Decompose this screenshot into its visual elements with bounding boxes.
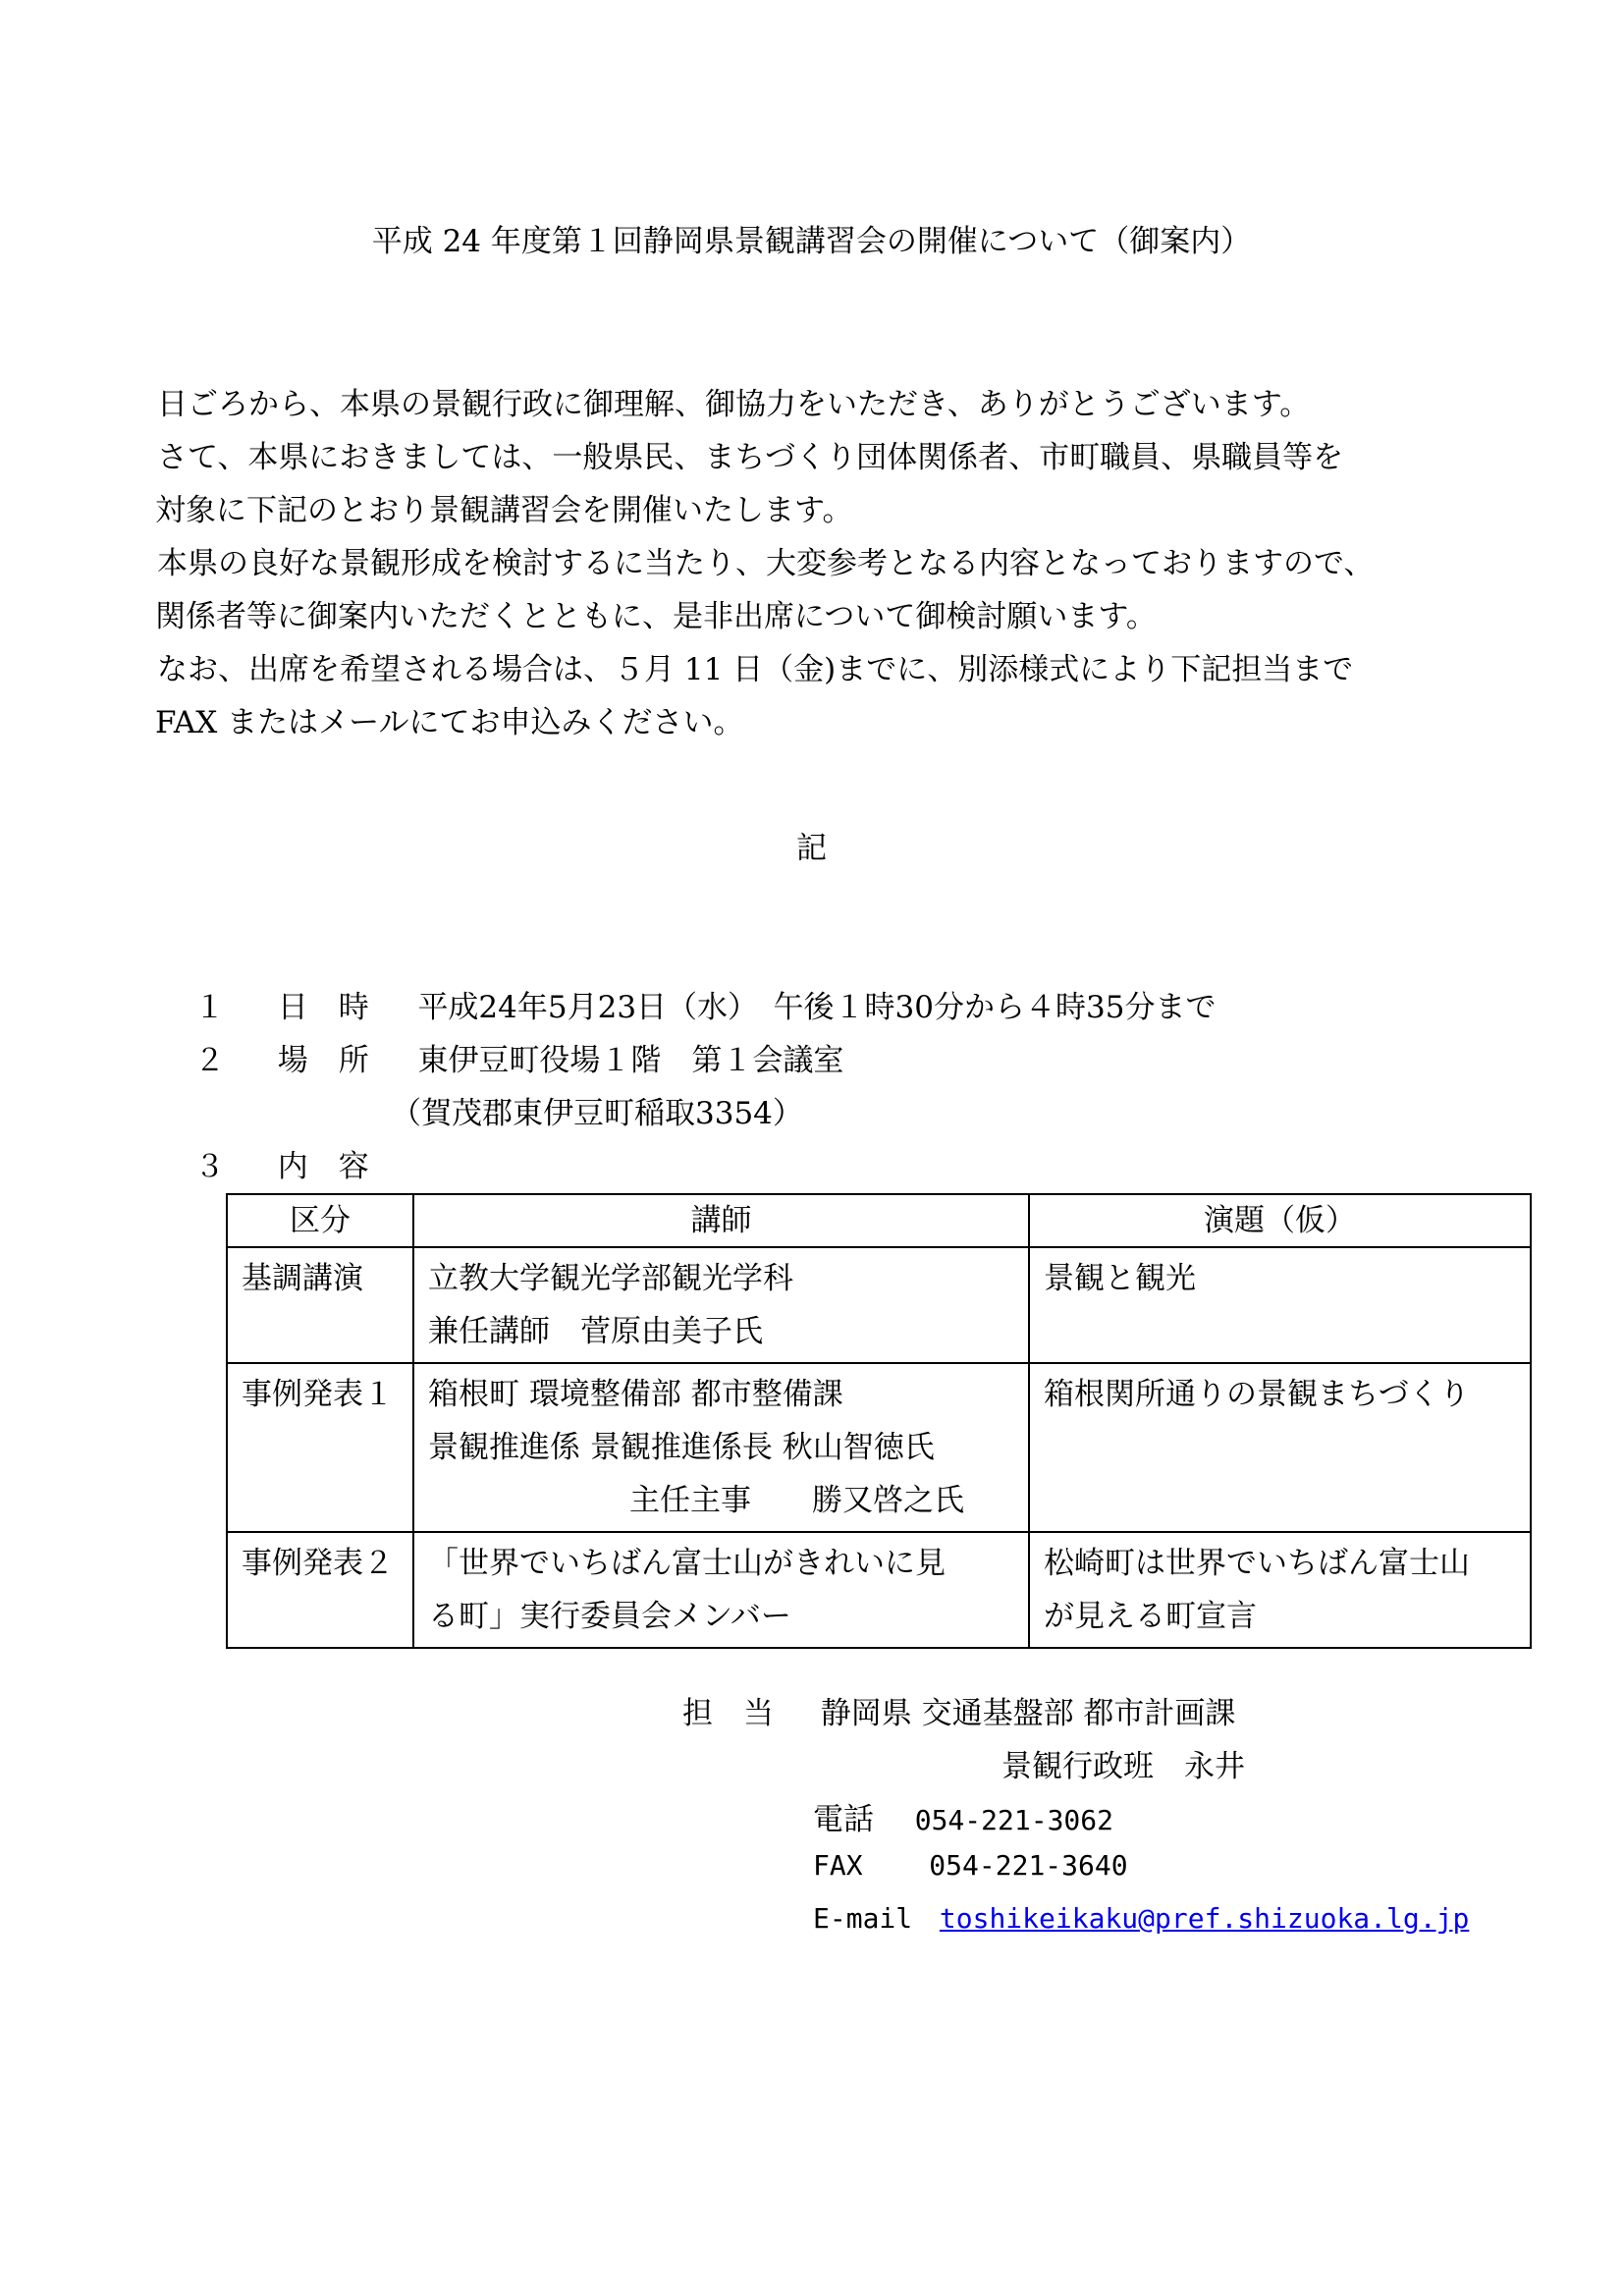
lecturer-line: 立教大学観光学部観光学科	[428, 1261, 793, 1296]
topic-line: 箱根関所通りの景観まちづくり	[1044, 1377, 1470, 1412]
fax-number: 054-221-3640	[929, 1849, 1128, 1882]
lecturer-line: 景観推進係 景観推進係長 秋山智徳氏	[428, 1430, 935, 1465]
item-place-label: 場 所	[277, 1043, 369, 1078]
paragraph-deadline-line1: なお、出席を希望される場合は、５月 11 日（金)までに、別添様式により下記担当まで	[157, 652, 1354, 687]
topic-line: が見える町宣言	[1044, 1599, 1257, 1634]
lecturer-line: 「世界でいちばん富士山がきれいに見	[428, 1546, 946, 1581]
item-content	[194, 1141, 369, 1185]
contact-person	[682, 1688, 1235, 1732]
lecturer-line-indented: 主任主事 勝又啓之氏	[629, 1483, 964, 1518]
row-topic	[1029, 1247, 1531, 1363]
row-category: 事例発表２	[227, 1532, 413, 1648]
row-category: 基調講演	[227, 1247, 413, 1363]
fax-label: FAX	[813, 1849, 863, 1882]
lecturer-line	[428, 1474, 1014, 1527]
lecturer-line: 箱根町 環境整備部 都市整備課	[428, 1377, 843, 1412]
contact-org: 静岡県 交通基盤部 都市計画課	[820, 1696, 1236, 1731]
header-topic: 演題（仮）	[1029, 1194, 1531, 1247]
row-lecturer	[413, 1363, 1029, 1532]
item-datetime	[194, 982, 1216, 1026]
contact-fax	[813, 1847, 1128, 1883]
item-datetime-value: 平成24年5月23日（水） 午後１時30分から４時35分まで	[417, 990, 1217, 1025]
document-title: 平成 24 年度第１回静岡県景観講習会の開催について（御案内）	[371, 224, 1252, 259]
program-table	[226, 1193, 1532, 1649]
paragraph-deadline-line2: FAX またはメールにてお申込みください。	[155, 705, 744, 740]
paragraph-intro-line2: 対象に下記のとおり景観講習会を開催いたします。	[155, 493, 853, 528]
paragraph-greeting: 日ごろから、本県の景観行政に御理解、御協力をいただき、ありがとうございます。	[157, 387, 1311, 422]
table-header-row	[227, 1194, 1531, 1247]
table-row	[227, 1532, 1531, 1648]
lecturer-line: る町」実行委員会メンバー	[428, 1599, 791, 1634]
table-row	[227, 1363, 1531, 1532]
item-content-number: ３	[194, 1149, 225, 1184]
contact-section: 景観行政班 永井	[1001, 1749, 1245, 1784]
tel-label: 電話	[813, 1802, 874, 1837]
contact-email	[813, 1900, 1469, 1936]
item-place-number: ２	[194, 1043, 225, 1078]
paragraph-intro-line1: さて、本県におきましては、一般県民、まちづくり団体関係者、市町職員、県職員等を	[157, 440, 1344, 475]
contact-label: 担 当	[682, 1696, 774, 1731]
item-place-value: 東伊豆町役場１階 第１会議室	[417, 1043, 844, 1078]
item-place	[194, 1035, 843, 1079]
ki-heading: 記	[796, 831, 827, 866]
item-datetime-number: １	[194, 990, 225, 1025]
contact-tel	[813, 1794, 1113, 1838]
table-row	[227, 1247, 1531, 1363]
header-lecturer: 講師	[413, 1194, 1029, 1247]
tel-number: 054-221-3062	[914, 1804, 1114, 1836]
item-datetime-label: 日 時	[277, 990, 369, 1025]
item-place-address: （賀茂郡東伊豆町稲取3354）	[391, 1096, 803, 1131]
row-topic	[1029, 1532, 1531, 1648]
header-category: 区分	[227, 1194, 413, 1247]
lecturer-line: 兼任講師 菅原由美子氏	[428, 1314, 763, 1349]
paragraph-request-line2: 関係者等に御案内いただくとともに、是非出席について御検討願います。	[155, 599, 1157, 634]
row-category: 事例発表１	[227, 1363, 413, 1532]
email-link[interactable]: toshikeikaku@pref.shizuoka.lg.jp	[939, 1902, 1470, 1935]
paragraph-request-line1: 本県の良好な景観形成を検討するに当たり、大変参考となる内容となっておりますので、	[157, 546, 1375, 581]
email-label: E-mail	[813, 1902, 913, 1935]
topic-line: 景観と観光	[1044, 1261, 1196, 1296]
item-content-label: 内 容	[277, 1149, 369, 1184]
row-lecturer	[413, 1532, 1029, 1648]
topic-line: 松崎町は世界でいちばん富士山	[1044, 1546, 1470, 1581]
row-lecturer	[413, 1247, 1029, 1363]
row-topic	[1029, 1363, 1531, 1532]
